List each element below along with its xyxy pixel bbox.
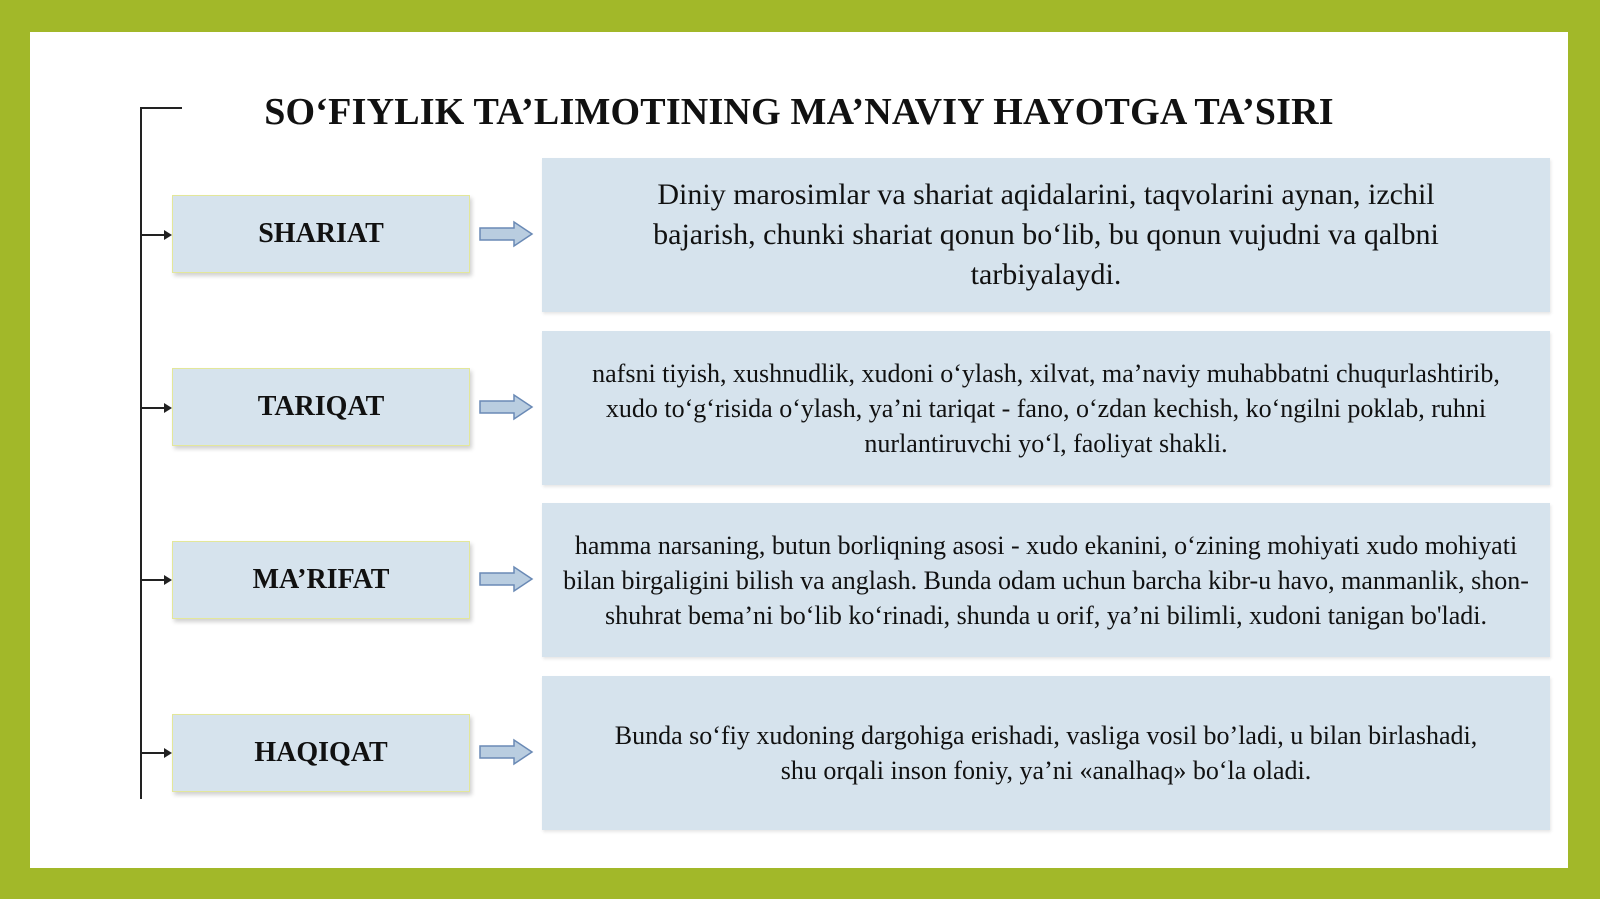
right-arrow-icon	[478, 393, 534, 421]
right-arrow-icon	[478, 738, 534, 766]
slide	[30, 32, 1568, 868]
description-text-shariat: Diniy marosimlar va shariat aqidalarini, taqvolarini aynan, izchil bajarish, chunki shariat qonun bo‘lib, bu qonun vujudni va qalbni tarbiyalaydi.	[653, 178, 1439, 291]
connector-arrow-haqiqat	[140, 752, 166, 754]
slide-title: SO‘FIYLIK TA’LIMOTINING MA’NAVIY HAYOTGA TA’SIRI	[264, 91, 1334, 133]
label-box-tariqat: TARIQAT	[172, 368, 470, 446]
description-text-tariqat: nafsni tiyish, xushnudlik, xudoni o‘ylash, xilvat, ma’naviy muhabbatni chuqurlashtirib, xudo to‘g‘risida o‘ylash, ya’ni tariqat - fano, o‘zdan kechish, ko‘ngilni poklab, ruhni nurlantiruvchi yo‘l, faoliyat shakli.	[592, 358, 1500, 458]
description-text-marifat: hamma narsaning, butun borliqning asosi - xudo ekanini, o‘zining mohiyati xudo mohiyati bilan birgaligini bilish va anglash. Bunda odam uchun barcha kibr-u havo, manmanlik, shon-shuhrat bema’ni bo‘lib ko‘rinadi, shunda u orif, ya’ni bilimli, xudoni tanigan bo'ladi.	[563, 530, 1529, 630]
bracket-top-line	[140, 107, 182, 109]
bracket-vertical-line	[140, 107, 142, 799]
right-arrow-icon	[478, 220, 534, 248]
connector-arrow-tariqat	[140, 407, 166, 409]
description-box-shariat	[542, 158, 1550, 312]
label-box-shariat: SHARIAT	[172, 195, 470, 273]
connector-arrow-marifat	[140, 579, 166, 581]
description-text-haqiqat: Bunda so‘fiy xudoning dargohiga erishadi, vasliga vosil bo’ladi, u bilan birlashadi, shu orqali inson foniy, ya’ni «analhaq» bo‘la oladi.	[614, 721, 1478, 785]
label-box-haqiqat: HAQIQAT	[172, 714, 470, 792]
description-box-tariqat	[542, 331, 1550, 485]
label-box-marifat: MA’RIFAT	[172, 541, 470, 619]
description-box-marifat	[542, 503, 1550, 657]
description-box-haqiqat	[542, 676, 1550, 830]
connector-arrow-shariat	[140, 234, 166, 236]
right-arrow-icon	[478, 565, 534, 593]
